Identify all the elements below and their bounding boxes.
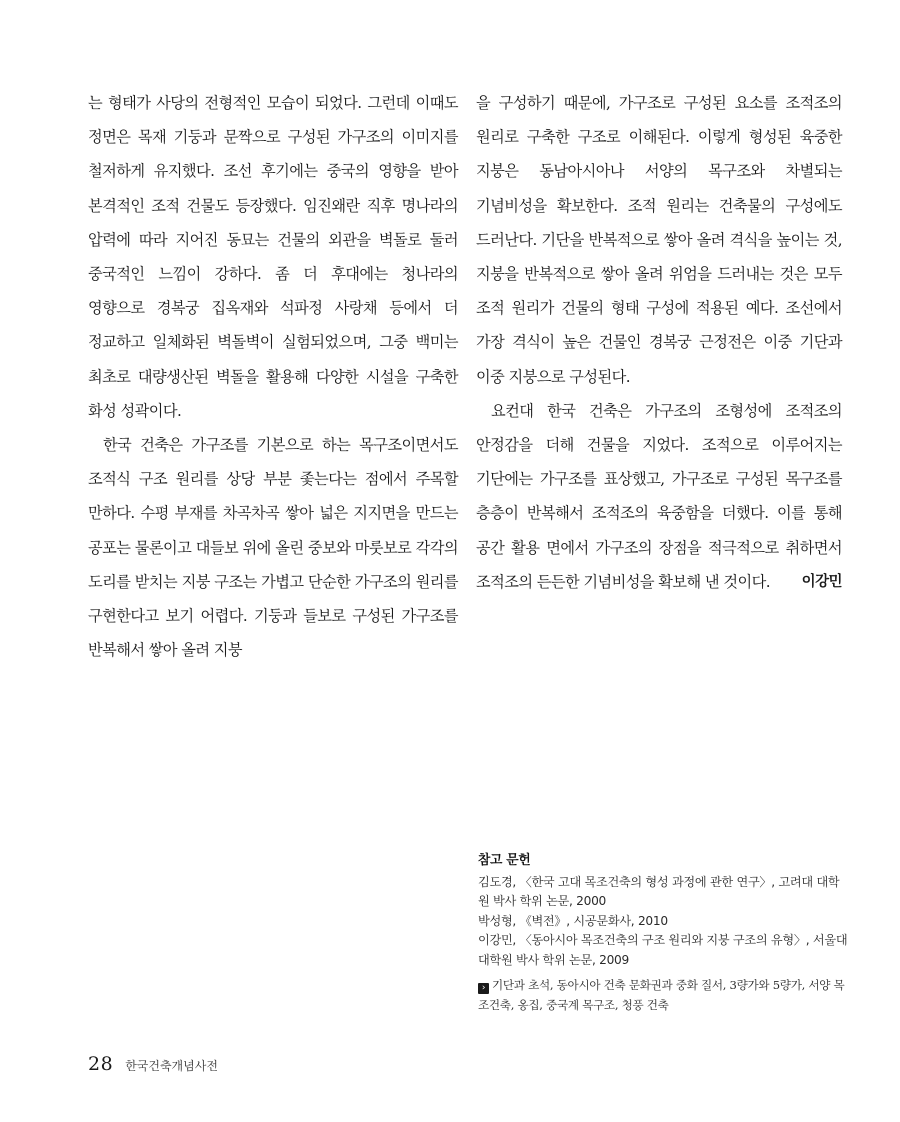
body-paragraph: 는 형태가 사당의 전형적인 모습이 되었다. 그런데 이때도 정면은 목재 기둥과 문짝으로 구성된 가구조의 이미지를 철저하게 유지했다. 조선 후기에는 중국의 영향을 받아 본격적인 조적 건물도 등장했다. 임진왜란 직후 명나라의 압력에 따라 지어진 동묘는 건물의 외관을 벽돌로 둘러 중국적인 느낌이 강하다. 좀 더 후대에는 청나라의 영향으로 경복궁 집옥재와 석파정 사랑채 등에서 더 정교하고 일체화된 벽돌벽이 실험되었으며, 그중 백미는 최초로 대량생산된 벽돌을 활용해 다양한 시설을 구축한 화성 성곽이다. [88, 94, 458, 420]
book-title: 한국건축개념사전 [125, 1059, 218, 1073]
author-name: 이강민 [801, 573, 842, 590]
body-paragraph [476, 394, 842, 599]
body-paragraph: 을 구성하기 때문에, 가구조로 구성된 요소를 조적조의 원리로 구축한 구조로 이해된다. 이렇게 형성된 육중한 지붕은 동남아시아나 서양의 목구조와 차별되는 기념비성을 확보한다. 조적 원리는 건축물의 구성에도 드러난다. 기단을 반복적으로 쌓아 올려 격식을 높이는 것, 지붕을 반복적으로 쌓아 올려 위엄을 드러내는 것은 모두 조적 원리가 건물의 형태 구성에 적용된 예다. 조선에서 가장 격식이 높은 건물인 경복궁 근정전은 이중 기단과 이중 지붕으로 구성된다. [476, 94, 842, 386]
references-section [478, 851, 848, 1015]
reference-entry: 김도경, 〈한국 고대 목조건축의 형성 과정에 관한 연구〉, 고려대 대학원 박사 학위 논문, 2000 [478, 874, 840, 909]
related-terms-text: 기단과 초석, 동아시아 건축 문화권과 중화 질서, 3량가와 5량가, 서양 목조건축, 옹집, 중국계 목구조, 청풍 건축 [478, 977, 845, 1012]
body-paragraph-text: 요컨대 한국 건축은 가구조의 조형성에 조적조의 안정감을 더해 건물을 지었다. 조적으로 이루어지는 기단에는 가구조를 표상했고, 가구조로 구성된 목구조를 층층이 반복해서 조적조의 육중함을 더했다. 이를 통해 공간 활용 면에서 가구조의 장점을 적극적으로 취하면서 조적조의 든든한 기념비성을 확보해 낸 것이다. [476, 401, 842, 591]
reference-entry: 박성형, 《벽전》, 시공문화사, 2010 [478, 913, 668, 928]
arrow-right-icon: › [478, 983, 489, 994]
related-terms [478, 975, 848, 1015]
page-footer [88, 1053, 218, 1075]
references-title: 참고 문헌 [478, 853, 531, 868]
page-number: 28 [88, 1053, 114, 1075]
right-text-column [476, 86, 842, 599]
left-text-column [88, 86, 458, 667]
body-paragraph: 한국 건축은 가구조를 기본으로 하는 목구조이면서도 조적식 구조 원리를 상당 부분 좇는다는 점에서 주목할 만하다. 수평 부재를 차곡차곡 쌓아 넓은 지지면을 만드는 공포는 물론이고 대들보 위에 올린 중보와 마룻보로 각각의 도리를 받치는 지붕 구조는 가볍고 단순한 가구조의 원리를 구현한다고 보기 어렵다. 기둥과 들보로 구성된 가구조를 반복해서 쌓아 올려 지붕 [88, 436, 458, 660]
reference-entry: 이강민, 〈동아시아 목조건축의 구조 원리와 지붕 구조의 유형〉, 서울대 대학원 박사 학위 논문, 2009 [478, 933, 848, 967]
